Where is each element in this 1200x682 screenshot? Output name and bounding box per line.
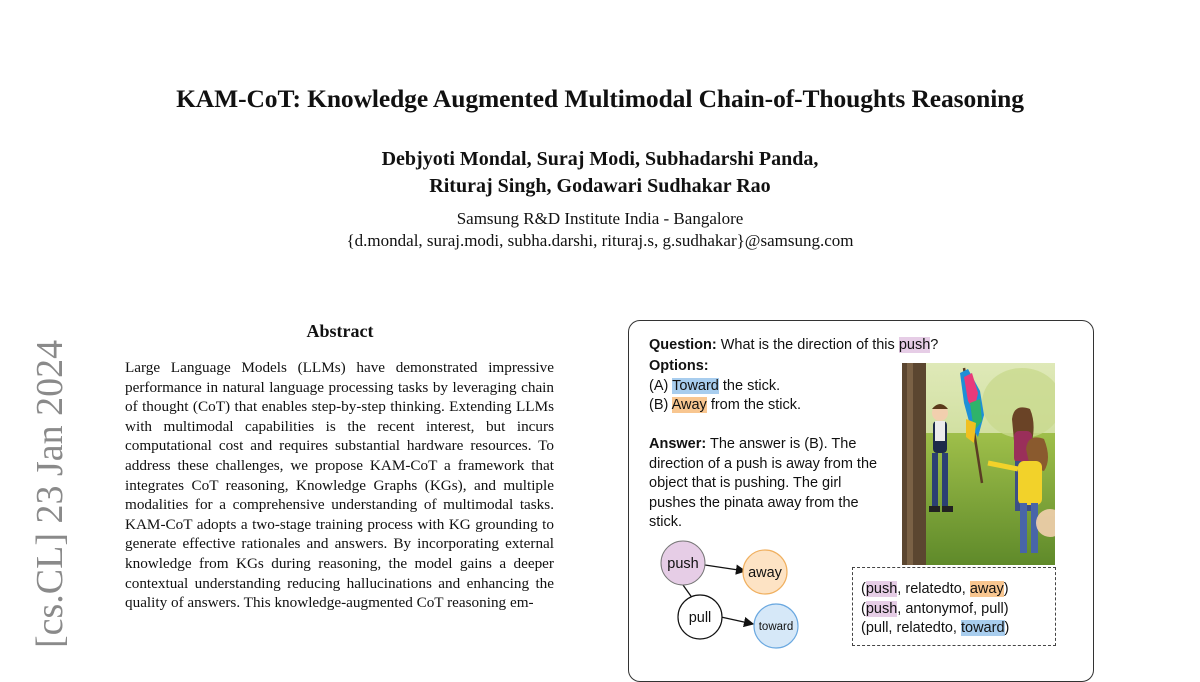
option-a-keyword: Toward <box>672 377 719 394</box>
author-line-1: Debjyoti Mondal, Suraj Modi, Subhadarshi Panda, <box>381 148 819 170</box>
options-label: Options: <box>649 358 709 374</box>
triple-2-tail: toward <box>960 620 1005 636</box>
author-emails: {d.mondal, suraj.modi, subha.darshi, rituraj.s, g.sudhakar}@samsung.com <box>346 231 854 250</box>
affiliation-block <box>0 208 1200 252</box>
author-list <box>0 146 1200 200</box>
paper-title: KAM-CoT: Knowledge Augmented Multimodal Chain-of-Thoughts Reasoning <box>176 84 1024 113</box>
figure-1 <box>628 320 1094 682</box>
node-pull-label: pull <box>688 610 712 626</box>
triple-0-head: push <box>865 581 898 597</box>
affiliation: Samsung R&D Institute India - Bangalore <box>456 209 744 228</box>
edge-pull-toward <box>721 617 753 624</box>
option-b-keyword: Away <box>671 397 707 413</box>
node-away-label: away <box>748 565 782 581</box>
triple-row: (push, relatedto, away) <box>861 581 1009 597</box>
option-b-prefix: (B) <box>649 397 669 413</box>
triple-row: (pull, relatedto, toward) <box>861 620 1010 636</box>
triple-0-tail: away <box>969 581 1004 597</box>
question-label: Question: <box>649 337 717 353</box>
option-a-prefix: (A) <box>649 377 669 394</box>
question-end: ? <box>930 337 939 353</box>
option-a-rest: the stick. <box>722 377 781 394</box>
node-push-label: push <box>667 556 699 572</box>
triple-2-head: pull <box>865 620 889 636</box>
node-toward-label: toward <box>758 621 794 633</box>
kg-triples <box>852 567 1056 646</box>
edge-push-away <box>705 565 745 571</box>
triple-2-relation: relatedto <box>896 620 953 636</box>
answer-label: Answer: <box>649 436 707 452</box>
arxiv-stamp: [cs.CL] 23 Jan 2024 <box>29 339 71 648</box>
question-keyword-push: push <box>898 337 931 353</box>
answer-text: The answer is (B). The direction of a push is away from the object that is pushing. The girl pushes the pinata away from the stick. <box>649 436 878 530</box>
option-b-rest: from the stick. <box>710 397 802 413</box>
author-line-2: Rituraj Singh, Godawari Sudhakar Rao <box>429 175 771 197</box>
abstract-body: Large Language Models (LLMs) have demonstrated impressive performance in natural language processing tasks by leveraging chain of thought (CoT) that enables step-by-step thinking. Extending LLMs with multimodal capabilities is the recent interest, but incurs computational cost and requires substantial hardware resources. To address these challenges, we propose KAM-CoT a framework that integrates CoT reasoning, Knowledge Graphs (KGs), and multiple modalities for a comprehensive understanding of multimodal tasks. KAM-CoT adopts a two-stage training process with KG grounding to generate effective rationales and answers. By incorporating external knowledge from KGs during reasoning, the model gains a deeper contextual understanding reducing hallucinations and enhancing the quality of answers. This knowledge-augmented CoT reasoning em- <box>125 359 554 612</box>
triple-0-relation: relatedto <box>905 581 962 597</box>
triple-1-tail: pull <box>981 600 1004 617</box>
triple-1-head: push <box>865 600 898 617</box>
triple-1-relation: antonymof <box>905 600 974 617</box>
triple-row: (push, antonymof, pull) <box>861 600 1009 617</box>
question-text: What is the direction of this <box>720 337 895 353</box>
abstract-heading: Abstract <box>306 321 374 341</box>
